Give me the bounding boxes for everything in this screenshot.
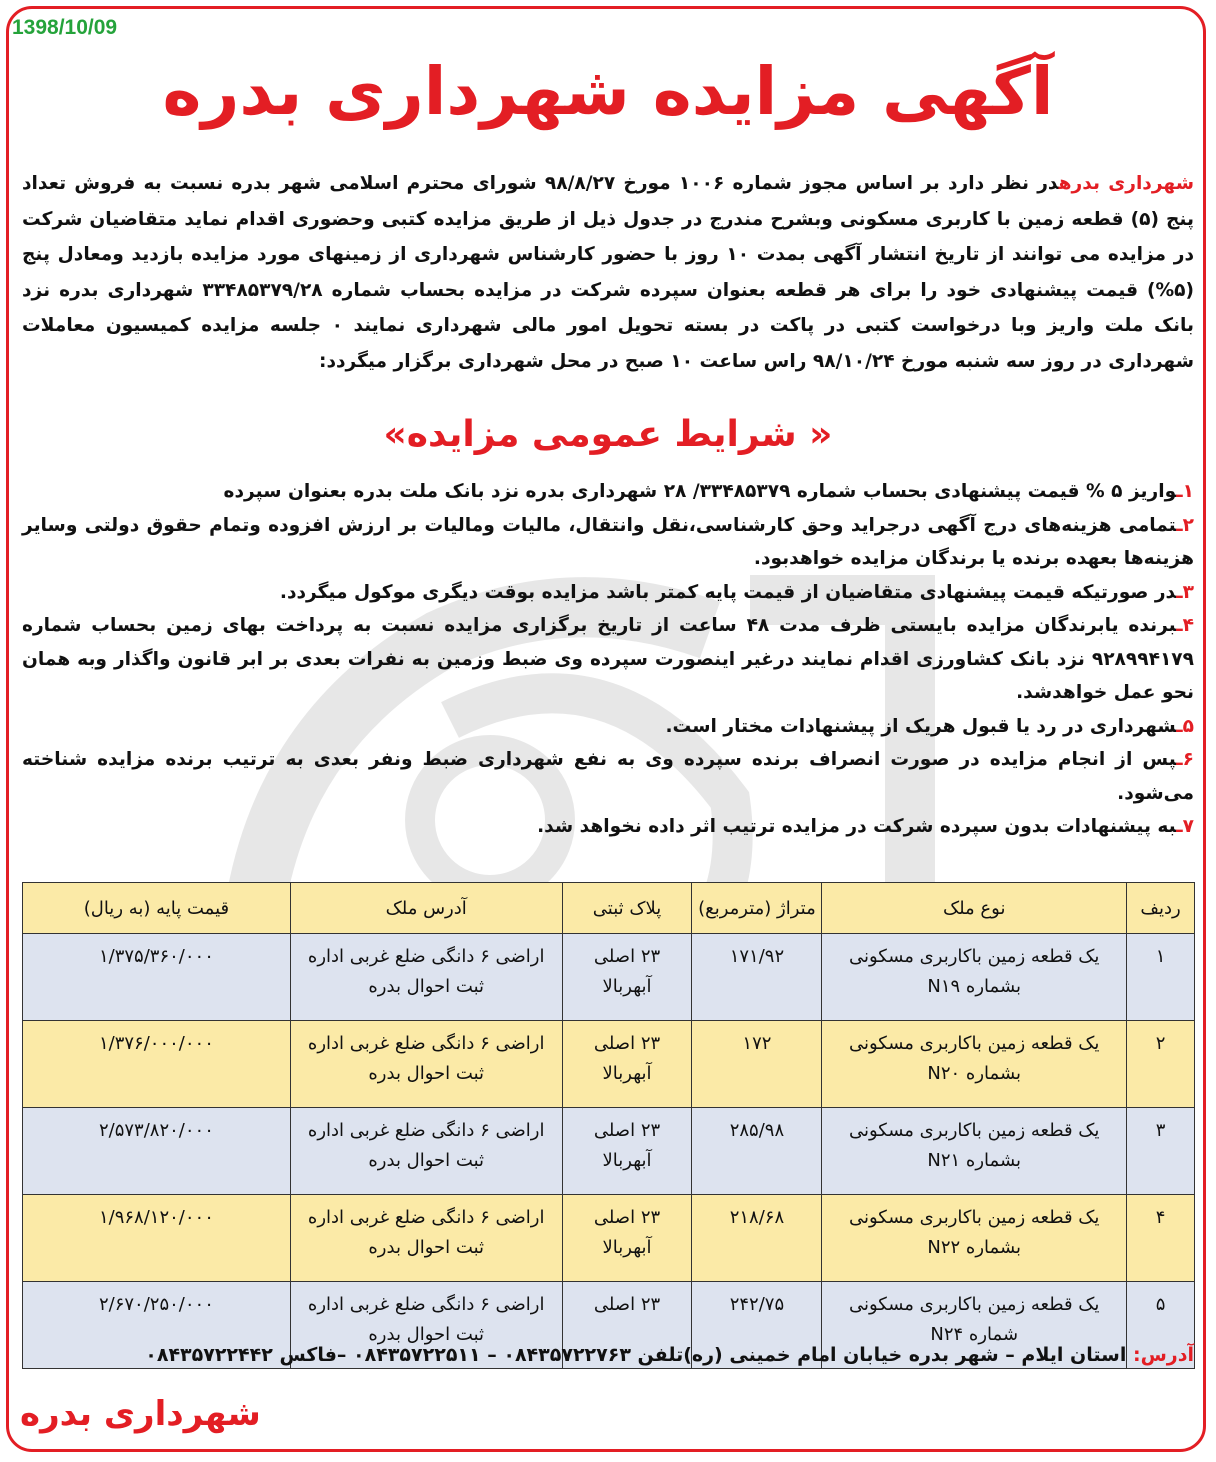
cell-property-type: یک قطعه زمین باکاربری مسکونی بشماره N۲۱ <box>822 1108 1127 1195</box>
cell-address: اراضی ۶ دانگی ضلع غربی اداره ثبت احوال بدره <box>290 1195 562 1282</box>
cell-registry-plate: ۲۳ اصلی آبهربالا <box>562 934 692 1021</box>
cell-base-price: ۲/۶۷۰/۲۵۰/۰۰۰ <box>23 1282 291 1369</box>
condition-text: واریز ۵ % قیمت پیشنهادی بحساب شماره ۳۳۴۸۵۳۷۹/ ۲۸ شهرداری بدره نزد بانک ملت بدره بعنوان سپرده <box>223 481 1177 502</box>
condition-number: ۵ـ <box>1176 715 1194 737</box>
intro-text: در نظر دارد بر اساس مجوز شماره ۱۰۰۶ مورخ ۹۸/۸/۲۷ شورای محترم اسلامی شهر بدره نسبت به فروش تعداد پنج (۵) قطعه زمین با کاربری مسکونی وبشرح مندرج در جدول ذیل از طریق مزایده کتبی وحضوری اقدام نماید متقاضیان شرکت در مزایده می توانند از تاریخ انتشار آگهی بمدت ۱۰ روز با حضور کارشناس شهرداری از زمینهای مورد مزایده بازدید ومعادل پنج (۵%) قیمت پیشنهادی خود را برای هر قطعه بعنوان سپرده شرکت در مزایده بحساب شماره ۳۳۴۸۵۳۷۹/۲۸ شهرداری بدره نزد بانک ملت واریز وبا درخواست کتبی در پاکت در بسته تحویل امور مالی شهرداری نمایند ۰ جلسه مزایده کمیسیون معاملات شهرداری در روز سه شنبه مورخ ۹۸/۱۰/۲۴ راس ساعت ۱۰ صبح در محل شهرداری برگزار میگردد: <box>22 173 1195 372</box>
condition-text: تمامی هزینه‌های درج آگهی درجراید وحق کارشناسی،نقل وانتقال، مالیات ومالیات بر ارزش افزوده وتمام حقوق دولتی وسایر هزینه‌ها بعهده برنده یا برندگان مزایده خواهدبود. <box>22 514 1194 569</box>
condition-text: به پیشنهادات بدون سپرده شرکت در مزایده ترتیب اثر داده نخواهد شد. <box>537 816 1177 837</box>
cell-property-type: یک قطعه زمین باکاربری مسکونی بشماره N۲۰ <box>822 1021 1127 1108</box>
cell-registry-plate: ۲۳ اصلی آبهربالا <box>562 1108 692 1195</box>
cell-area: ۲۱۸/۶۸ <box>692 1195 822 1282</box>
condition-number: ۱ـ <box>1176 481 1194 502</box>
condition-item <box>22 710 1194 744</box>
condition-item <box>22 475 1194 509</box>
cell-base-price: ۱/۳۷۵/۳۶۰/۰۰۰ <box>23 934 291 1021</box>
condition-text: شهرداری در رد یا قبول هریک از پیشنهادات مختار است. <box>665 715 1177 737</box>
condition-number: ۶ـ <box>1176 749 1194 770</box>
cell-area: ۱۷۲ <box>692 1021 822 1108</box>
condition-text: پس از انجام مزایده در صورت انصراف برنده سپرده وی به نفع شهرداری ضبط ونفر بعدی به ترتیب برنده مزایده شناخته می‌شود. <box>22 749 1194 804</box>
condition-item <box>22 810 1194 844</box>
intro-lead: شهرداری بدره <box>1058 173 1194 194</box>
cell-registry-plate: ۲۳ اصلی <box>562 1282 692 1369</box>
cell-base-price: ۱/۳۷۶/۰۰۰/۰۰۰ <box>23 1021 291 1108</box>
footer-signature: شهرداری بدره <box>20 1394 261 1434</box>
condition-item <box>22 743 1194 810</box>
condition-text: برنده یابرندگان مزایده بایستی ظرف مدت ۴۸ ساعت از تاریخ برگزاری مزایده نسبت به پرداخت بهای زمین بحساب شماره ۹۲۸۹۹۴۱۷۹ نزد بانک کشاورزی اقدام نمایند درغیر اینصورت سپرده وی ضبط وزمین به نفرات بعدی بر ابر قانون واگذار وبه همان نحو عمل خواهدشد. <box>22 615 1194 703</box>
table-row <box>23 1195 1195 1282</box>
cell-row-number: ۵ <box>1127 1282 1195 1369</box>
intro-paragraph <box>22 166 1194 379</box>
cell-row-number: ۳ <box>1127 1108 1195 1195</box>
page-title: آگهی مزایده شهرداری بدره <box>162 53 1054 130</box>
publication-date: 1398/10/09 <box>12 16 118 39</box>
table-row <box>23 934 1195 1021</box>
cell-property-type: یک قطعه زمین باکاربری مسکونی بشماره N۱۹ <box>822 934 1127 1021</box>
col-header-base-price: قیمت پایه (به ریال) <box>23 883 291 934</box>
condition-number: ۲ـ <box>1176 514 1194 536</box>
condition-item <box>22 509 1194 576</box>
contact-address <box>22 1344 1194 1366</box>
conditions-list <box>22 475 1194 844</box>
condition-text: در صورتیکه قیمت پیشنهادی متقاضیان از قیمت پایه کمتر باشد مزایده بوقت دیگری موکول میگردد. <box>279 581 1177 603</box>
cell-registry-plate: ۲۳ اصلی آبهربالا <box>562 1021 692 1108</box>
properties-table <box>22 882 1195 1369</box>
cell-registry-plate: ۲۳ اصلی آبهربالا <box>562 1195 692 1282</box>
condition-number: ۳ـ <box>1176 581 1194 603</box>
cell-address: اراضی ۶ دانگی ضلع غربی اداره ثبت احوال بدره <box>290 1108 562 1195</box>
cell-base-price: ۱/۹۶۸/۱۲۰/۰۰۰ <box>23 1195 291 1282</box>
cell-row-number: ۱ <box>1127 934 1195 1021</box>
cell-area: ۱۷۱/۹۲ <box>692 934 822 1021</box>
cell-property-type: یک قطعه زمین باکاربری مسکونی شماره N۲۴ <box>822 1282 1127 1369</box>
cell-address: اراضی ۶ دانگی ضلع غربی اداره ثبت احوال بدره <box>290 934 562 1021</box>
col-header-area: متراژ (مترمربع) <box>692 883 822 934</box>
condition-number: ۴ـ <box>1176 615 1194 636</box>
condition-number: ۷ـ <box>1176 816 1194 837</box>
cell-area: ۲۸۵/۹۸ <box>692 1108 822 1195</box>
address-text: استان ایلام – شهر بدره خیابان امام خمینی (ره)تلفن ۰۸۴۳۵۷۲۲۷۶۳ – ۰۸۴۳۵۷۲۲۵۱۱ –فاکس ۰۸۴۳۵۷۲۲۴۴۲ <box>145 1344 1127 1366</box>
condition-item <box>22 576 1194 610</box>
condition-item <box>22 609 1194 710</box>
table-row <box>23 1021 1195 1108</box>
cell-area: ۲۴۲/۷۵ <box>692 1282 822 1369</box>
address-label: آدرس: <box>1132 1344 1194 1366</box>
col-header-registry-plate: پلاک ثبتی <box>562 883 692 934</box>
cell-address: اراضی ۶ دانگی ضلع غربی اداره ثبت احوال بدره <box>290 1282 562 1369</box>
col-header-property-type: نوع ملک <box>822 883 1127 934</box>
cell-row-number: ۲ <box>1127 1021 1195 1108</box>
table-row <box>23 1108 1195 1195</box>
cell-row-number: ۴ <box>1127 1195 1195 1282</box>
cell-address: اراضی ۶ دانگی ضلع غربی اداره ثبت احوال بدره <box>290 1021 562 1108</box>
col-header-row-number: ردیف <box>1127 883 1195 934</box>
table-header-row <box>23 883 1195 934</box>
conditions-title: « شرایط عمومی مزایده» <box>383 414 833 455</box>
col-header-address: آدرس ملک <box>290 883 562 934</box>
cell-base-price: ۲/۵۷۳/۸۲۰/۰۰۰ <box>23 1108 291 1195</box>
cell-property-type: یک قطعه زمین باکاربری مسکونی بشماره N۲۲ <box>822 1195 1127 1282</box>
